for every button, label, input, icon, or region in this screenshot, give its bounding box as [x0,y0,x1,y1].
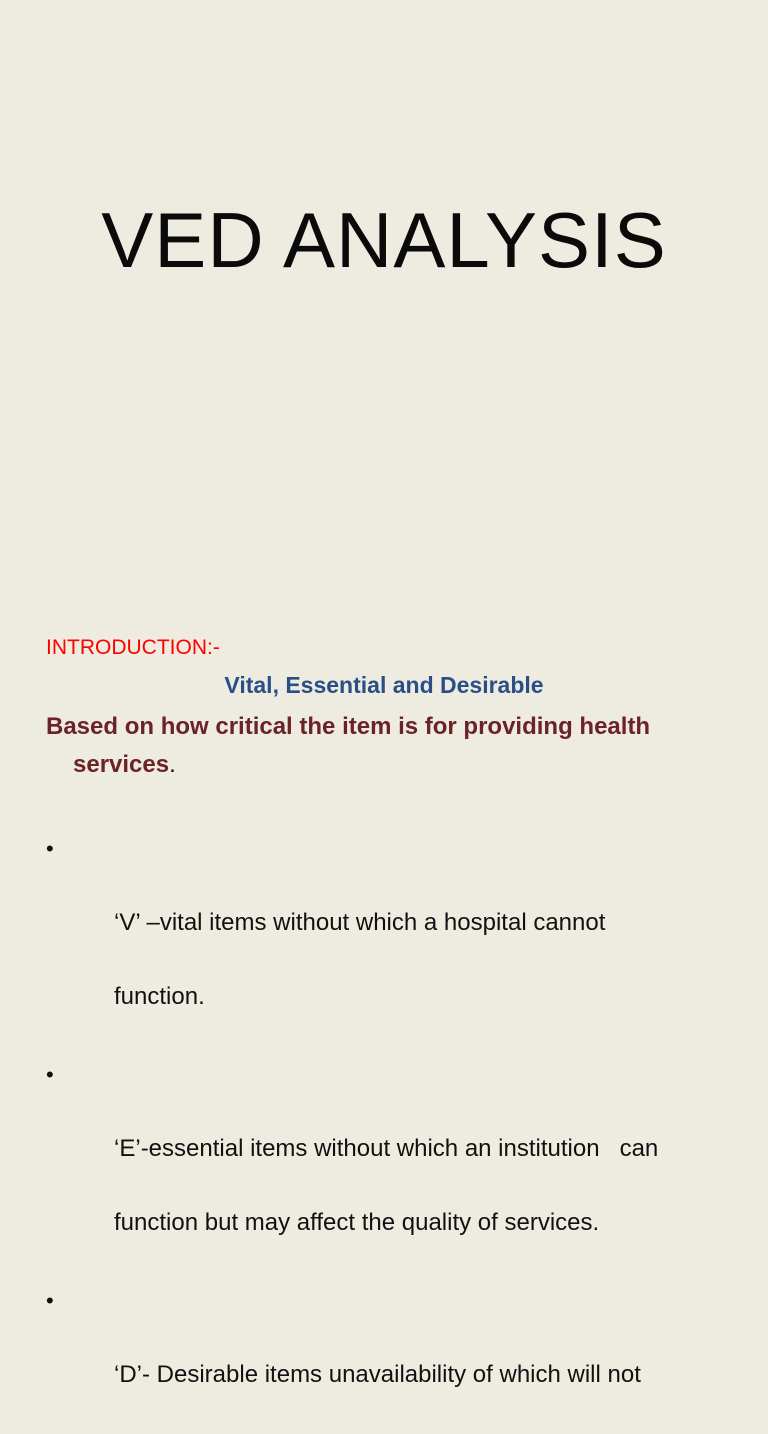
subtitle: Vital, Essential and Desirable [224,672,544,698]
bullet-text-line-2: function but may affect the quality of services. [114,1209,600,1236]
bullet-text-line-2: function. [114,983,205,1010]
list-item-vital [46,830,736,1052]
bullet-icon: • [46,1288,54,1313]
lead-paragraph [46,708,736,784]
lead-line-2-wrap [46,746,736,784]
lead-line-1: Based on how critical the item is for providing health [46,713,651,740]
bullet-text-line-1: ‘E’-essential items without which an institution can [114,1135,659,1162]
bullet-icon: • [46,836,54,861]
bullet-icon: • [46,1062,54,1087]
introduction-label: INTRODUCTION:- [46,636,220,659]
lead-end: . [169,751,176,778]
slide-title: VED ANALYSIS [101,196,667,284]
bullet-list [46,830,736,1434]
lead-line-2: services [73,751,170,778]
list-item-desirable [46,1282,736,1430]
list-item-essential [46,1056,736,1278]
bullet-text-line-1: ‘D’- Desirable items unavailability of which will not [114,1361,641,1388]
bullet-text-line-1: ‘V’ –vital items without which a hospital cannot [114,909,606,936]
